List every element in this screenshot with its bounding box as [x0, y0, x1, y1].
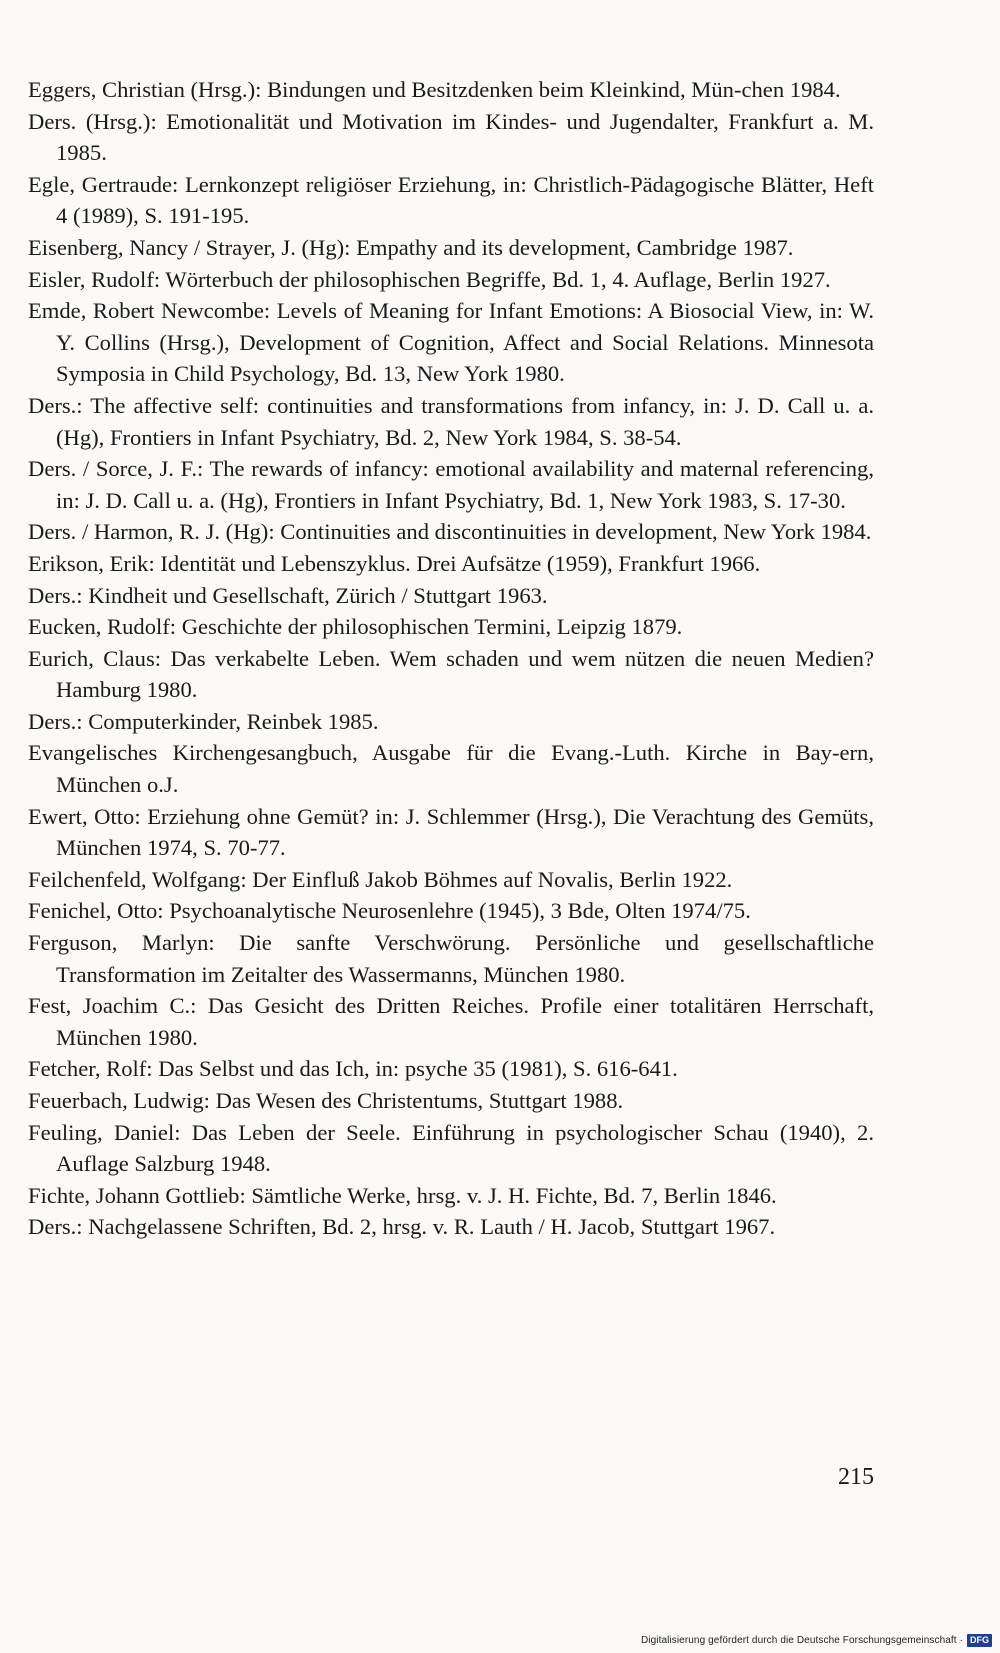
- bibliography-entry: Fetcher, Rolf: Das Selbst und das Ich, in: psyche 35 (1981), S. 616-641.: [28, 1056, 678, 1082]
- bibliography-entry: Eggers, Christian (Hrsg.): Bindungen und Besitzdenken beim Kleinkind, Mün-chen 1984.: [28, 77, 841, 102]
- footer-credit: Digitalisierung gefördert durch die Deutsche Forschungsgemeinschaft ·: [640, 1635, 963, 1646]
- dfg-logo-icon: DFG: [967, 1634, 992, 1647]
- bibliography-entry: Ders. (Hrsg.): Emotionalität und Motivation im Kindes- und Jugendalter, Frankfurt a. M. 1985.: [28, 108, 874, 166]
- bibliography-entry: Ders.: Computerkinder, Reinbek 1985.: [28, 708, 379, 734]
- bibliography-entry: Ferguson, Marlyn: Die sanfte Verschwörung. Persönliche und gesellschaftliche Transformation im Zeitalter des Wassermanns, München 1980.: [28, 930, 874, 987]
- digitization-footer: [641, 1634, 992, 1647]
- bibliography-entry: Eisenberg, Nancy / Strayer, J. (Hg): Empathy and its development, Cambridge 1987.: [28, 234, 794, 260]
- bibliography-entry: Evangelisches Kirchengesangbuch, Ausgabe für die Evang.-Luth. Kirche in Bay-ern, München o.J.: [28, 740, 874, 798]
- bibliography-entry: Ewert, Otto: Erziehung ohne Gemüt? in: J. Schlemmer (Hrsg.), Die Verachtung des Gemüts, München 1974, S. 70-77.: [28, 803, 874, 861]
- page-number: 215: [838, 1464, 874, 1490]
- bibliography-entry: Ders.: Nachgelassene Schriften, Bd. 2, hrsg. v. R. Lauth / H. Jacob, Stuttgart 1967.: [28, 1214, 776, 1240]
- bibliography-entry: Feuerbach, Ludwig: Das Wesen des Christentums, Stuttgart 1988.: [28, 1088, 624, 1113]
- bibliography-entry: Ders.: Kindheit und Gesellschaft, Zürich / Stuttgart 1963.: [28, 582, 548, 608]
- bibliography-entry: Emde, Robert Newcombe: Levels of Meaning for Infant Emotions: A Biosocial View, in: W. Y. Collins (Hrsg.), Development of Cognition, Affect and Social Relations. Minnesota Symposia in Child Psychology, Bd. 13, New York 1980.: [28, 298, 874, 387]
- bibliography-entry: Fichte, Johann Gottlieb: Sämtliche Werke, hrsg. v. J. H. Fichte, Bd. 7, Berlin 1846.: [28, 1182, 777, 1208]
- bibliography-entry: Ders. / Harmon, R. J. (Hg): Continuities and discontinuities in development, New York 1984.: [28, 519, 872, 545]
- bibliography-entry: Feilchenfeld, Wolfgang: Der Einfluß Jakob Böhmes auf Novalis, Berlin 1922.: [28, 866, 733, 892]
- bibliography-entry: Ders. / Sorce, J. F.: The rewards of infancy: emotional availability and maternal referencing, in: J. D. Call u. a. (Hg), Frontiers in Infant Psychiatry, Bd. 1, New York 1983, S. 17-30.: [28, 456, 874, 513]
- bibliography-entry: Eucken, Rudolf: Geschichte der philosophischen Termini, Leipzig 1879.: [28, 614, 683, 640]
- bibliography-entry: Eurich, Claus: Das verkabelte Leben. Wem schaden und wem nützen die neuen Medien? Hamburg 1980.: [28, 645, 874, 703]
- bibliography-entry: Fest, Joachim C.: Das Gesicht des Dritten Reiches. Profile einer totalitären Herrschaft, München 1980.: [28, 993, 874, 1050]
- bibliography-entry: Erikson, Erik: Identität und Lebenszyklus. Drei Aufsätze (1959), Frankfurt 1966.: [28, 550, 761, 576]
- bibliography-entry: Egle, Gertraude: Lernkonzept religiöser Erziehung, in: Christlich-Pädagogische Blätter, Heft 4 (1989), S. 191-195.: [28, 171, 874, 229]
- bibliography-entry: Eisler, Rudolf: Wörterbuch der philosophischen Begriffe, Bd. 1, 4. Auflage, Berlin 1927.: [28, 266, 831, 292]
- bibliography-entry: Fenichel, Otto: Psychoanalytische Neurosenlehre (1945), 3 Bde, Olten 1974/75.: [28, 898, 751, 924]
- bibliography-list: [28, 74, 874, 1243]
- bibliography-entry: Ders.: The affective self: continuities and transformations from infancy, in: J. D. Call u. a. (Hg), Frontiers in Infant Psychiatry, Bd. 2, New York 1984, S. 38-54.: [28, 392, 874, 450]
- bibliography-entry: Feuling, Daniel: Das Leben der Seele. Einführung in psychologischer Schau (1940), 2. Auflage Salzburg 1948.: [28, 1119, 874, 1177]
